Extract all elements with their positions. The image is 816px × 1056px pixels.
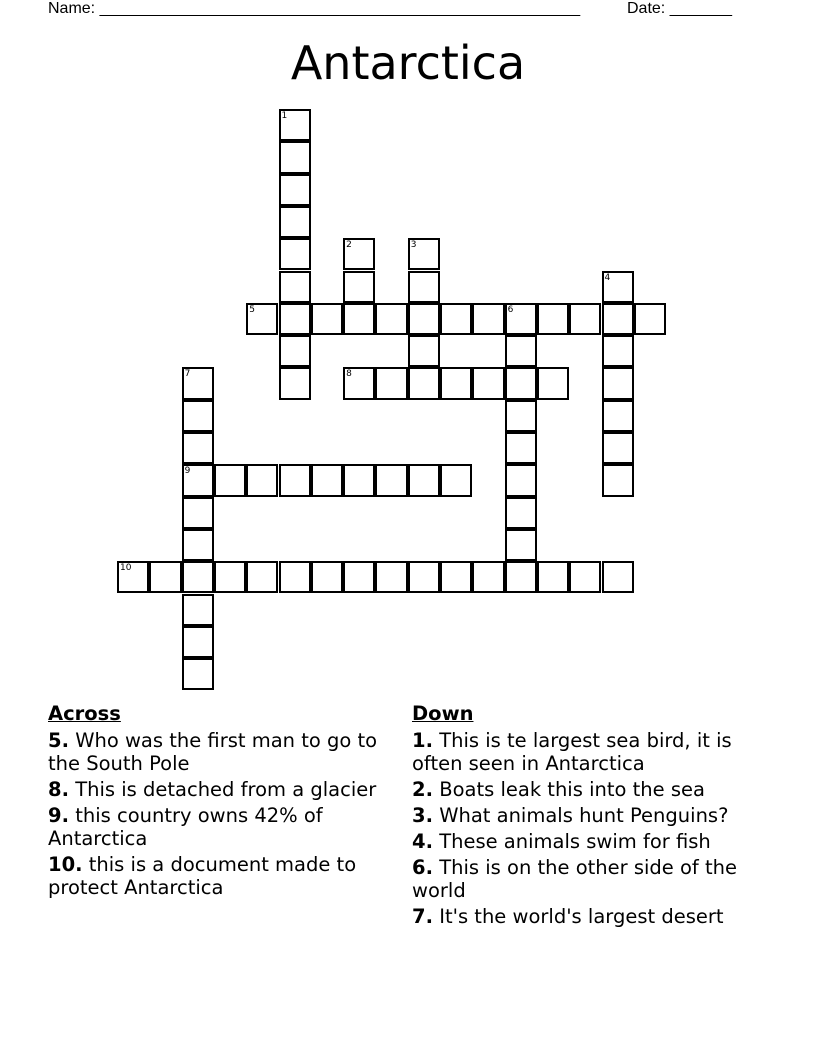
crossword-cell[interactable] xyxy=(408,367,440,399)
clue-across-5 xyxy=(48,729,388,775)
crossword-cell[interactable] xyxy=(505,400,537,432)
crossword-cell[interactable] xyxy=(440,464,472,496)
clue-text: this country owns 42% of Antarctica xyxy=(48,804,323,850)
name-field-label: Name: ______________________________________________________ xyxy=(48,0,581,17)
crossword-cell[interactable] xyxy=(602,432,634,464)
clue-text: This is te largest sea bird, it is often seen in Antarctica xyxy=(412,729,732,775)
crossword-cell[interactable] xyxy=(343,561,375,593)
crossword-cell[interactable] xyxy=(279,271,311,303)
crossword-cell[interactable] xyxy=(279,174,311,206)
crossword-cell[interactable] xyxy=(182,367,214,399)
crossword-cell[interactable] xyxy=(408,271,440,303)
cell-number: 1 xyxy=(281,111,288,121)
crossword-cell[interactable] xyxy=(602,271,634,303)
down-clues xyxy=(412,702,757,931)
clue-number: 1. xyxy=(412,729,433,752)
clue-number: 8. xyxy=(48,778,69,801)
crossword-cell[interactable] xyxy=(279,464,311,496)
crossword-cell[interactable] xyxy=(182,594,214,626)
crossword-cell[interactable] xyxy=(182,658,214,690)
crossword-cell[interactable] xyxy=(375,561,407,593)
down-heading: Down xyxy=(412,702,474,725)
crossword-cell[interactable] xyxy=(537,303,569,335)
crossword-cell[interactable] xyxy=(505,561,537,593)
crossword-cell[interactable] xyxy=(214,561,246,593)
clue-down-7 xyxy=(412,905,757,928)
cell-number: 8 xyxy=(346,369,352,380)
clue-text: These animals swim for fish xyxy=(439,830,711,853)
crossword-cell[interactable] xyxy=(117,561,149,593)
crossword-cell[interactable] xyxy=(408,335,440,367)
clue-text: this is a document made to protect Antarctica xyxy=(48,853,357,899)
crossword-cell[interactable] xyxy=(279,335,311,367)
cell-number: 7 xyxy=(184,369,191,380)
cell-number: 9 xyxy=(184,466,191,477)
crossword-cell[interactable] xyxy=(569,303,601,335)
crossword-cell[interactable] xyxy=(408,238,440,270)
crossword-cell[interactable] xyxy=(505,303,537,335)
crossword-cell[interactable] xyxy=(246,561,278,593)
clue-across-9 xyxy=(48,804,388,850)
crossword-cell[interactable] xyxy=(149,561,181,593)
crossword-cell[interactable] xyxy=(408,303,440,335)
crossword-cell[interactable] xyxy=(279,367,311,399)
crossword-cell[interactable] xyxy=(602,367,634,399)
clue-text: Boats leak this into the sea xyxy=(439,778,705,801)
crossword-cell[interactable] xyxy=(537,561,569,593)
clue-down-3 xyxy=(412,804,757,827)
crossword-cell[interactable] xyxy=(440,367,472,399)
across-heading: Across xyxy=(48,702,121,725)
clue-down-6 xyxy=(412,856,757,902)
crossword-cell[interactable] xyxy=(246,464,278,496)
crossword-cell[interactable] xyxy=(279,109,311,141)
crossword-cell[interactable] xyxy=(602,303,634,335)
crossword-cell[interactable] xyxy=(537,367,569,399)
crossword-cell[interactable] xyxy=(408,561,440,593)
clue-down-1 xyxy=(412,729,757,775)
date-field-label: Date: _______ xyxy=(627,0,732,17)
crossword-cell[interactable] xyxy=(343,464,375,496)
cell-number: 10 xyxy=(120,563,132,574)
crossword-cell[interactable] xyxy=(569,561,601,593)
crossword-cell[interactable] xyxy=(505,464,537,496)
crossword-cell[interactable] xyxy=(343,238,375,270)
crossword-cell[interactable] xyxy=(408,464,440,496)
crossword-cell[interactable] xyxy=(279,303,311,335)
crossword-cell[interactable] xyxy=(472,367,504,399)
clue-down-2 xyxy=(412,778,757,801)
clue-text: What animals hunt Penguins? xyxy=(439,804,729,827)
crossword-cell[interactable] xyxy=(182,497,214,529)
clue-text: This is on the other side of the world xyxy=(412,856,737,902)
clue-number: 2. xyxy=(412,778,433,801)
crossword-cell[interactable] xyxy=(182,432,214,464)
crossword-cell[interactable] xyxy=(246,303,278,335)
crossword-cell[interactable] xyxy=(343,271,375,303)
clue-down-4 xyxy=(412,830,757,853)
across-clues xyxy=(48,702,388,902)
crossword-cell[interactable] xyxy=(182,464,214,496)
crossword-cell[interactable] xyxy=(182,529,214,561)
cell-number: 6 xyxy=(507,304,514,315)
cell-number: 2 xyxy=(346,240,352,251)
clue-number: 3. xyxy=(412,804,433,827)
crossword-cell[interactable] xyxy=(279,238,311,270)
crossword-cell[interactable] xyxy=(440,303,472,335)
clue-text: Who was the first man to go to the South Pole xyxy=(48,729,378,775)
crossword-cell[interactable] xyxy=(311,561,343,593)
crossword-cell[interactable] xyxy=(279,206,311,238)
crossword-cell[interactable] xyxy=(505,529,537,561)
crossword-cell[interactable] xyxy=(182,561,214,593)
crossword-cell[interactable] xyxy=(602,464,634,496)
crossword-cell[interactable] xyxy=(279,141,311,173)
clue-number: 10. xyxy=(48,853,83,876)
clue-number: 4. xyxy=(412,830,433,853)
crossword-cell[interactable] xyxy=(505,497,537,529)
crossword-cell[interactable] xyxy=(375,367,407,399)
crossword-cell[interactable] xyxy=(505,432,537,464)
crossword-cell[interactable] xyxy=(182,626,214,658)
crossword-cell[interactable] xyxy=(214,464,246,496)
crossword-cell[interactable] xyxy=(472,561,504,593)
crossword-cell[interactable] xyxy=(472,303,504,335)
clue-text: This is detached from a glacier xyxy=(75,778,377,801)
crossword-cell[interactable] xyxy=(375,303,407,335)
clue-across-10 xyxy=(48,853,388,899)
crossword-cell[interactable] xyxy=(634,303,666,335)
crossword-cell[interactable] xyxy=(343,367,375,399)
crossword-cell[interactable] xyxy=(505,367,537,399)
crossword-cell[interactable] xyxy=(602,335,634,367)
cell-number: 4 xyxy=(604,272,611,283)
crossword-cell[interactable] xyxy=(602,561,634,593)
clue-across-8 xyxy=(48,778,388,801)
clue-number: 5. xyxy=(48,729,69,752)
clue-text: It's the world's largest desert xyxy=(439,905,724,928)
crossword-cell[interactable] xyxy=(311,464,343,496)
crossword-cell[interactable] xyxy=(440,561,472,593)
crossword-cell[interactable] xyxy=(602,400,634,432)
crossword-cell[interactable] xyxy=(375,464,407,496)
crossword-cell[interactable] xyxy=(279,561,311,593)
crossword-cell[interactable] xyxy=(311,303,343,335)
cell-number: 5 xyxy=(249,304,255,315)
page-title: Antarctica xyxy=(290,36,526,90)
clue-number: 9. xyxy=(48,804,69,827)
crossword-cell[interactable] xyxy=(343,303,375,335)
crossword-cell[interactable] xyxy=(182,400,214,432)
clue-number: 6. xyxy=(412,856,433,879)
crossword-cell[interactable] xyxy=(505,335,537,367)
clue-number: 7. xyxy=(412,905,433,928)
cell-number: 3 xyxy=(410,240,417,251)
